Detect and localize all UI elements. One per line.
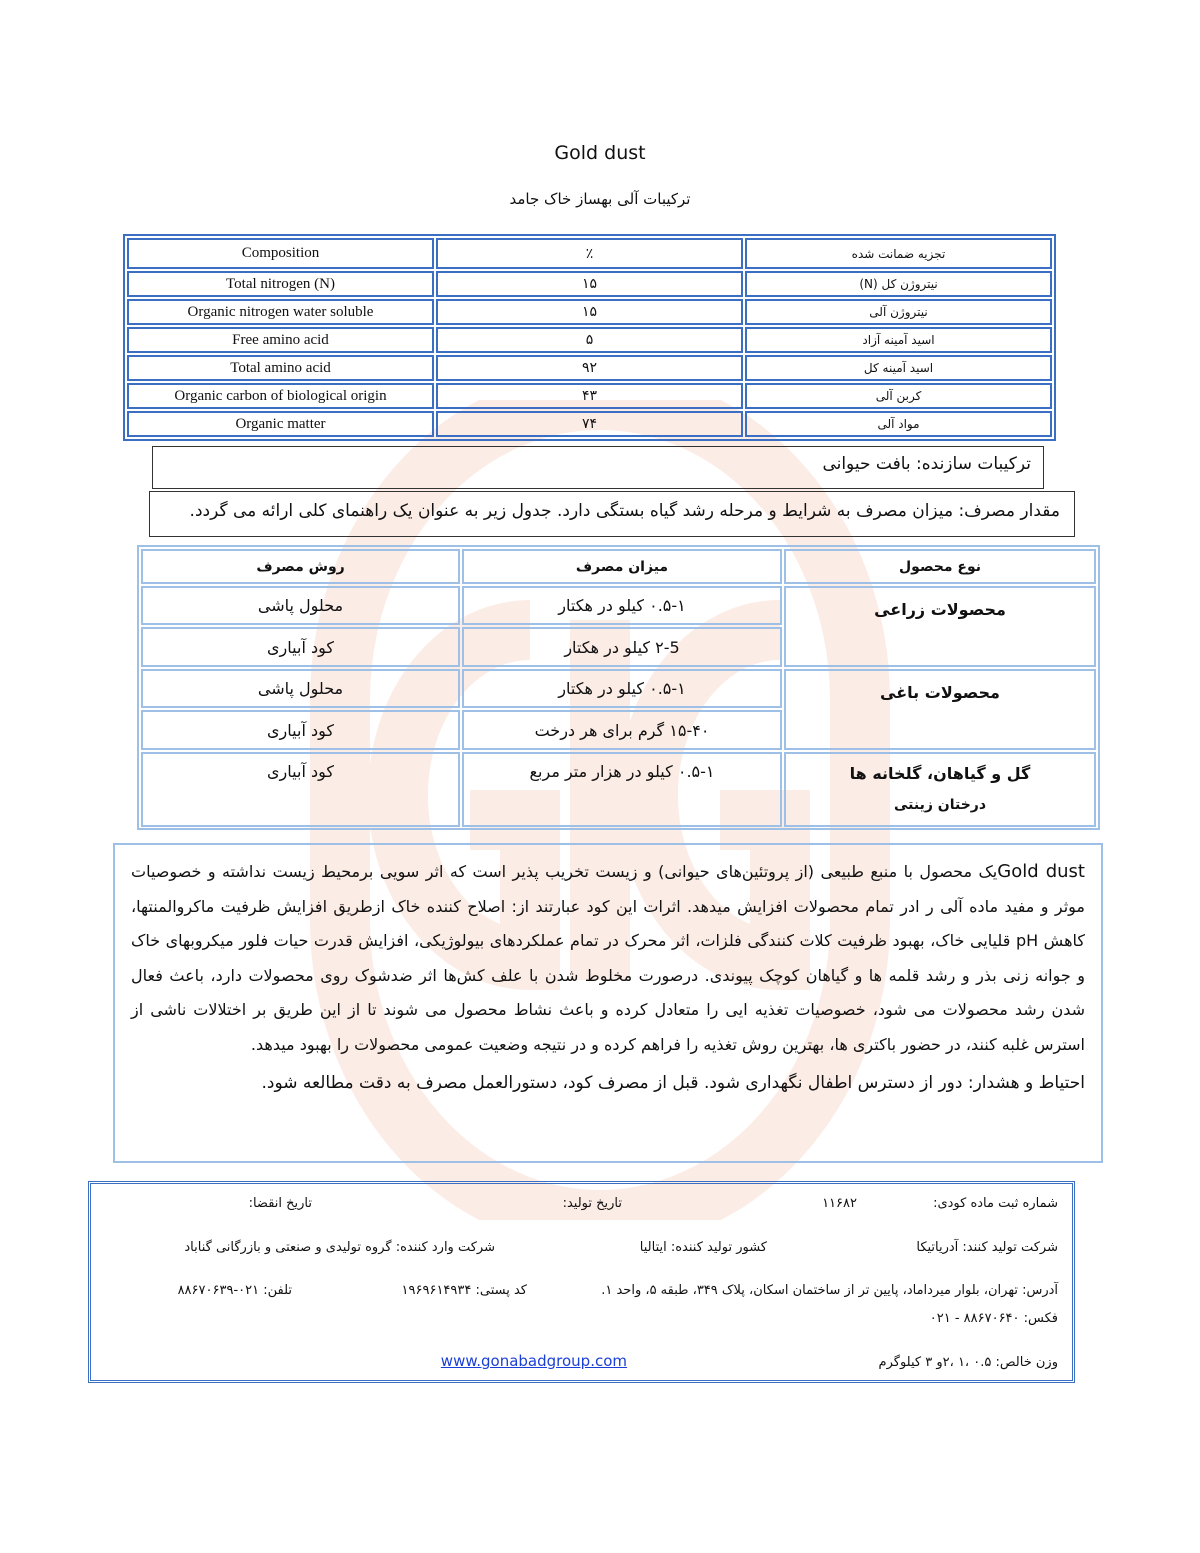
phone: تلفن: ۰۲۱-۸۸۶۷۰۶۳۹ <box>177 1283 292 1298</box>
usage-method: محلول پاشی <box>141 669 460 708</box>
composition-fa: نیتروژن آلی <box>745 299 1052 325</box>
composition-fa: نیتروژن کل (N) <box>745 271 1052 297</box>
table-row <box>127 271 1052 297</box>
usage-method: محلول پاشی <box>141 586 460 625</box>
usage-header-method: روش مصرف <box>141 549 460 584</box>
page-subtitle: ترکیبات آلی بهساز خاک جامد <box>509 190 691 208</box>
usage-header-rate: میزان مصرف <box>462 549 782 584</box>
composition-en: Free amino acid <box>127 327 434 353</box>
composition-en: Organic carbon of biological origin <box>127 383 434 409</box>
composition-en: Total nitrogen (N) <box>127 271 434 297</box>
composition-header-en: Composition <box>127 238 434 269</box>
usage-rate: ۰.۵-۱ کیلو در هزار متر مربع <box>462 752 782 827</box>
product-info-box <box>88 1181 1075 1383</box>
composition-value: ۴۳ <box>436 383 743 409</box>
registration-number: ۱۱۶۸۲ <box>822 1196 857 1211</box>
table-row <box>127 299 1052 325</box>
usage-crop-subname: درختان زینتی <box>893 797 987 813</box>
ingredients-box: ترکیبات سازنده: بافت حیوانی <box>152 446 1044 489</box>
composition-value: ۵ <box>436 327 743 353</box>
usage-crop-cell <box>784 669 1096 750</box>
composition-en: Organic matter <box>127 411 434 437</box>
production-date: تاریخ تولید: <box>562 1196 622 1211</box>
website-link[interactable]: www.gonabadgroup.com <box>440 1352 627 1370</box>
table-row <box>127 383 1052 409</box>
composition-table <box>123 234 1056 441</box>
importer: شرکت وارد کننده: گروه تولیدی و صنعتی و بازرگانی گناباد <box>184 1240 495 1255</box>
usage-header-crop: نوع محصول <box>784 549 1096 584</box>
composition-en: Total amino acid <box>127 355 434 381</box>
description-box <box>113 843 1103 1163</box>
usage-rate: ۱۵-۴۰ گرم برای هر درخت <box>462 710 782 750</box>
usage-method: کود آبیاری <box>141 752 460 827</box>
website-link-wrap <box>441 1352 627 1370</box>
usage-method: کود آبیاری <box>141 710 460 750</box>
usage-rate: ۲-5 کیلو در هکتار <box>462 627 782 667</box>
net-weight: وزن خالص: ۰.۵ ،۱ ،۲و ۳ کیلوگرم <box>878 1355 1058 1370</box>
usage-crop-cell <box>784 752 1096 827</box>
usage-rate: ۰.۵-۱ کیلو در هکتار <box>462 586 782 625</box>
manufacturer: شرکت تولید کنند: آدریاتیکا <box>916 1240 1058 1255</box>
dosage-note-box: مقدار مصرف: میزان مصرف به شرایط و مرحله رشد گیاه بستگی دارد. جدول زیر به عنوان یک راهنمای کلی ارائه می گردد. <box>149 491 1075 537</box>
description-body: یک محصول با منبع طبیعی (از پروتئین‌های حیوانی) و زیست تخریب پذیر است که اثر سویی برمحیط زیست نداشته و خصوصیات موثر و مفید ماده آلی ر ادر تمام محصولات افزایش میدهد. اثرات این کود عبارتند از: اصلاح کننده خاک ازطریق افزایش ظرفیت ماکروالمنتها، کاهش pH قلیایی خاک، بهبود ظرفیت کلات کنندگی فلزات، اثر محرک در تمام عملکردهای بیولوژیکی، افزایش قدرت حیات فلور میکروبهای خاک و جوانه زنی بذر و رشد قلمه ها و گیاهان کوچک پیوندی. درصورت مخلوط شدن با علف کش‌ها اثر ضدشوک روی محصولات دارد، باعث فعال شدن رشد محصولات می شود، خصوصیات تغذیه ایی را متعادل کرده و باعث نشاط محصول می شوند تا از این طریق بر اختلالات ناشی از استرس غلبه کنند، در حضور باکتری ها، بهترین روش تغذیه را فراهم کرده و در نتیجه وضعیت عمومی محصولات را بهبود میدهد. <box>131 862 1085 1054</box>
composition-fa: کربن آلی <box>745 383 1052 409</box>
registration-label: شماره ثبت ماده کودی: <box>933 1196 1058 1211</box>
usage-crop-cell <box>784 586 1096 667</box>
usage-rate: ۰.۵-۱ کیلو در هکتار <box>462 669 782 708</box>
table-row <box>127 327 1052 353</box>
usage-method: کود آبیاری <box>141 627 460 667</box>
composition-fa: مواد آلی <box>745 411 1052 437</box>
composition-header-percent: ٪ <box>436 238 743 269</box>
address: آدرس: تهران، بلوار میرداماد، پایین تر از ساختمان اسکان، پلاک ۳۴۹، طبقه ۵، واحد ۱. <box>601 1283 1058 1298</box>
table-row <box>127 411 1052 437</box>
composition-value: ۷۴ <box>436 411 743 437</box>
fax: فکس: ۸۸۶۷۰۶۴۰ - ۰۲۱ <box>929 1311 1058 1326</box>
description-brand: Gold dust <box>997 861 1085 882</box>
country: کشور تولید کننده: ایتالیا <box>639 1240 767 1255</box>
composition-value: ۱۵ <box>436 299 743 325</box>
usage-crop-name: محصولات زراعی <box>874 600 1006 619</box>
description-text <box>131 855 1085 1063</box>
composition-value: ۹۲ <box>436 355 743 381</box>
expiry-date: تاریخ انقضا: <box>248 1196 312 1211</box>
composition-en: Organic nitrogen water soluble <box>127 299 434 325</box>
table-row <box>127 355 1052 381</box>
composition-value: ۱۵ <box>436 271 743 297</box>
usage-crop-name: گل و گیاهان، گلخانه ها <box>849 764 1031 783</box>
usage-table <box>137 545 1100 830</box>
usage-crop-name: محصولات باغی <box>880 683 1000 702</box>
warning-text: احتیاط و هشدار: دور از دسترس اطفال نگهداری شود. قبل از مصرف کود، دستورالعمل مصرف به دقت مطالعه شود. <box>261 1072 1085 1093</box>
postal-code: کد پستی: ۱۹۶۹۶۱۴۹۳۴ <box>401 1283 527 1298</box>
composition-fa: اسید آمینه کل <box>745 355 1052 381</box>
page-title: Gold dust <box>554 142 646 164</box>
composition-fa: اسید آمینه آزاد <box>745 327 1052 353</box>
composition-header-fa: تجزیه ضمانت شده <box>745 238 1052 269</box>
composition-header-row <box>127 238 1052 269</box>
